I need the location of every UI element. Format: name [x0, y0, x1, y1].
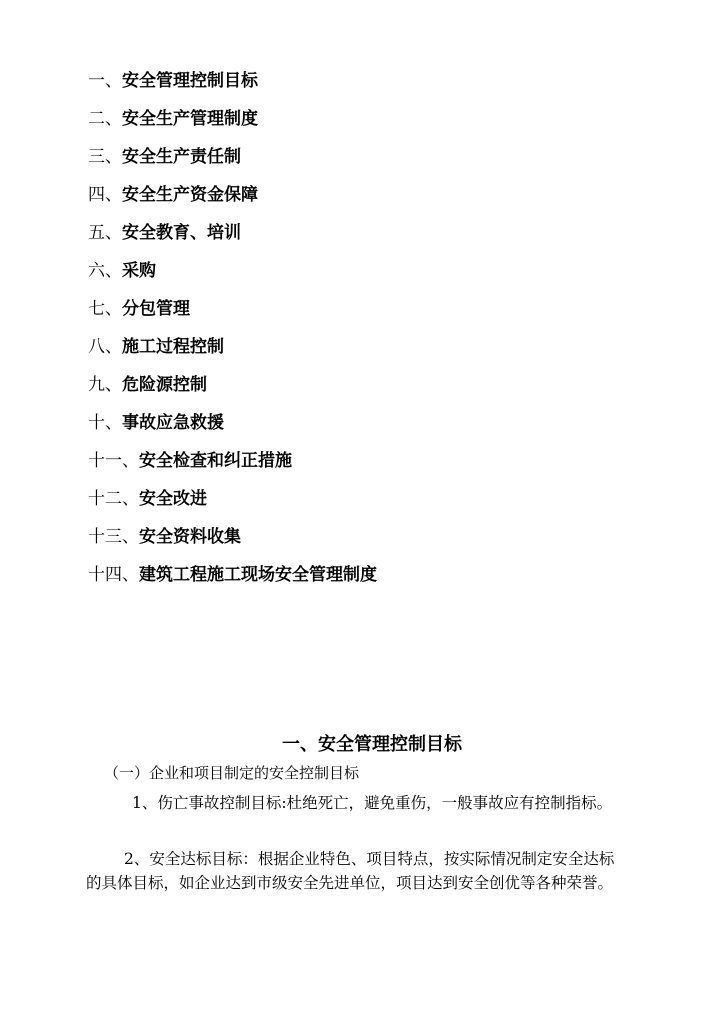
- paragraph: 2、安全达标目标：根据企业特色、项目特点，按实际情况制定安全达标的具体目标，如企业达到市级安全先进单位，项目达到安全创优等各种荣誉。: [86, 850, 615, 892]
- section-subheading: （一）企业和项目制定的安全控制目标: [104, 764, 360, 782]
- toc-item-number: 五、: [88, 223, 122, 243]
- toc-item-number: 七、: [88, 299, 122, 319]
- toc-item-number: 十二、: [88, 489, 139, 509]
- toc-item-text: 安全资料收集: [139, 527, 241, 547]
- toc-item-text: 建筑工程施工现场安全管理制度: [139, 565, 377, 585]
- toc-item: [88, 410, 688, 448]
- toc-item-number: 八、: [88, 337, 122, 357]
- toc-item-number: 十三、: [88, 527, 139, 547]
- toc-item: [88, 334, 688, 372]
- toc-item-text: 安全检查和纠正措施: [139, 451, 292, 471]
- toc-item-text: 事故应急救援: [122, 413, 224, 433]
- toc-item: [88, 524, 688, 562]
- toc-item: [88, 296, 688, 334]
- toc-item-number: 十四、: [88, 565, 139, 585]
- toc-item-text: 采购: [122, 261, 156, 281]
- toc-item-text: 危险源控制: [122, 375, 207, 395]
- toc-item-number: 十、: [88, 413, 122, 433]
- toc-item: [88, 182, 688, 220]
- toc-item-number: 四、: [88, 185, 122, 205]
- toc-item-number: 一、: [88, 71, 122, 91]
- toc-item: [88, 562, 688, 600]
- table-of-contents: [88, 68, 688, 600]
- toc-item-text: 分包管理: [122, 299, 190, 319]
- toc-item-number: 六、: [88, 261, 122, 281]
- toc-item-text: 安全改进: [139, 489, 207, 509]
- toc-item: [88, 220, 688, 258]
- toc-item: [88, 258, 688, 296]
- toc-item: [88, 486, 688, 524]
- toc-item-number: 十一、: [88, 451, 139, 471]
- toc-item-number: 二、: [88, 109, 122, 129]
- toc-item-text: 安全生产管理制度: [122, 109, 258, 129]
- toc-item-number: 三、: [88, 147, 122, 167]
- toc-item: [88, 106, 688, 144]
- toc-item: [88, 448, 688, 486]
- section-title: 一、安全管理控制目标: [282, 734, 462, 755]
- toc-item: [88, 68, 688, 106]
- toc-item-number: 九、: [88, 375, 122, 395]
- toc-item-text: 安全教育、培训: [122, 223, 241, 243]
- toc-item: [88, 372, 688, 410]
- toc-item: [88, 144, 688, 182]
- toc-item-text: 安全生产责任制: [122, 147, 241, 167]
- toc-item-text: 安全生产资金保障: [122, 185, 258, 205]
- toc-item-text: 施工过程控制: [122, 337, 224, 357]
- toc-item-text: 安全管理控制目标: [122, 71, 258, 91]
- paragraph: 1、伤亡事故控制目标:杜绝死亡，避免重伤，一般事故应有控制指标。: [132, 794, 613, 812]
